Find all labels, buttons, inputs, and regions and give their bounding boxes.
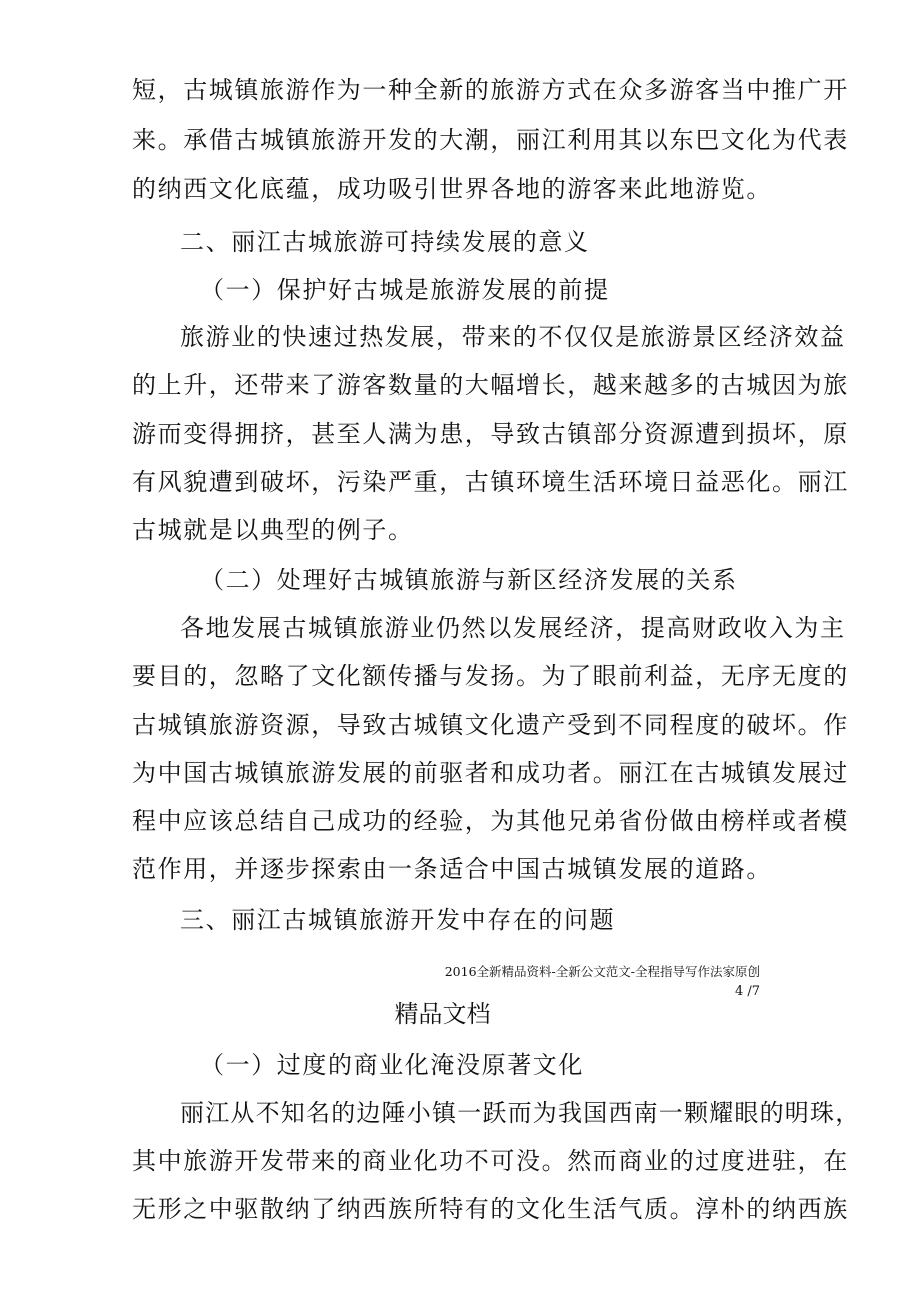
page-number: 4 /7 <box>734 984 760 999</box>
subsection-heading: （二）处理好古城镇旅游与新区经济发展的关系 <box>200 566 738 594</box>
paragraph-line: 各地发展古城镇旅游业仍然以发展经济，提高财政收入为主 <box>180 614 846 642</box>
paragraph-line: 丽江从不知名的边陲小镇一跃而为我国西南一颗耀眼的明珠， <box>180 1099 861 1127</box>
paragraph-line: 游而变得拥挤，甚至人满为患，导致古镇部分资源遭到损坏，原 <box>132 420 849 448</box>
paragraph-line: 的纳西文化底蕴，成功吸引世界各地的游客来此地游览。 <box>132 175 772 203</box>
page-footer: 2016全新精品资料-全新公文范文-全程指导写作法家原创 <box>444 964 760 979</box>
paragraph-line: 其中旅游开发带来的商业化功不可没。然而商业的过度进驻，在 <box>132 1147 849 1175</box>
paragraph-line: 为中国古城镇旅游发展的前驱者和成功者。丽江在古城镇发展过 <box>132 759 849 787</box>
paragraph-line: 来。承借古城镇旅游开发的大潮，丽江利用其以东巴文化为代表 <box>132 126 849 154</box>
subsection-heading: （一）过度的商业化淹没原著文化 <box>200 1051 584 1079</box>
paragraph-line: 无形之中驱散纳了纳西族所特有的文化生活气质。淳朴的纳西族 <box>132 1195 849 1223</box>
paragraph-line: 短，古城镇旅游作为一种全新的旅游方式在众多游客当中推广开 <box>132 76 849 104</box>
section-heading: 三、丽江古城镇旅游开发中存在的问题 <box>180 906 616 934</box>
subsection-heading: （一）保护好古城是旅游发展的前提 <box>200 276 610 304</box>
paragraph-line: 古城镇旅游资源，导致古城镇文化遗产受到不同程度的破坏。作 <box>132 711 849 739</box>
paragraph-line: 程中应该总结自己成功的经验，为其他兄弟省份做由榜样或者模 <box>132 807 849 835</box>
paragraph-line: 有风貌遭到破坏，污染严重，古镇环境生活环境日益恶化。丽江 <box>132 468 849 496</box>
paragraph-line: 古城就是以典型的例子。 <box>132 516 414 544</box>
section-heading: 二、丽江古城旅游可持续发展的意义 <box>180 228 590 256</box>
paragraph-line: 旅游业的快速过热发展，带来的不仅仅是旅游景区经济效益 <box>180 323 846 351</box>
paragraph-line: 的上升，还带来了游客数量的大幅增长，越来越多的古城因为旅 <box>132 371 849 399</box>
paragraph-line: 范作用，并逐步探索由一条适合中国古城镇发展的道路。 <box>132 855 772 883</box>
page-header: 精品文档 <box>394 1000 491 1028</box>
paragraph-line: 要目的，忽略了文化额传播与发扬。为了眼前利益，无序无度的 <box>132 662 849 690</box>
